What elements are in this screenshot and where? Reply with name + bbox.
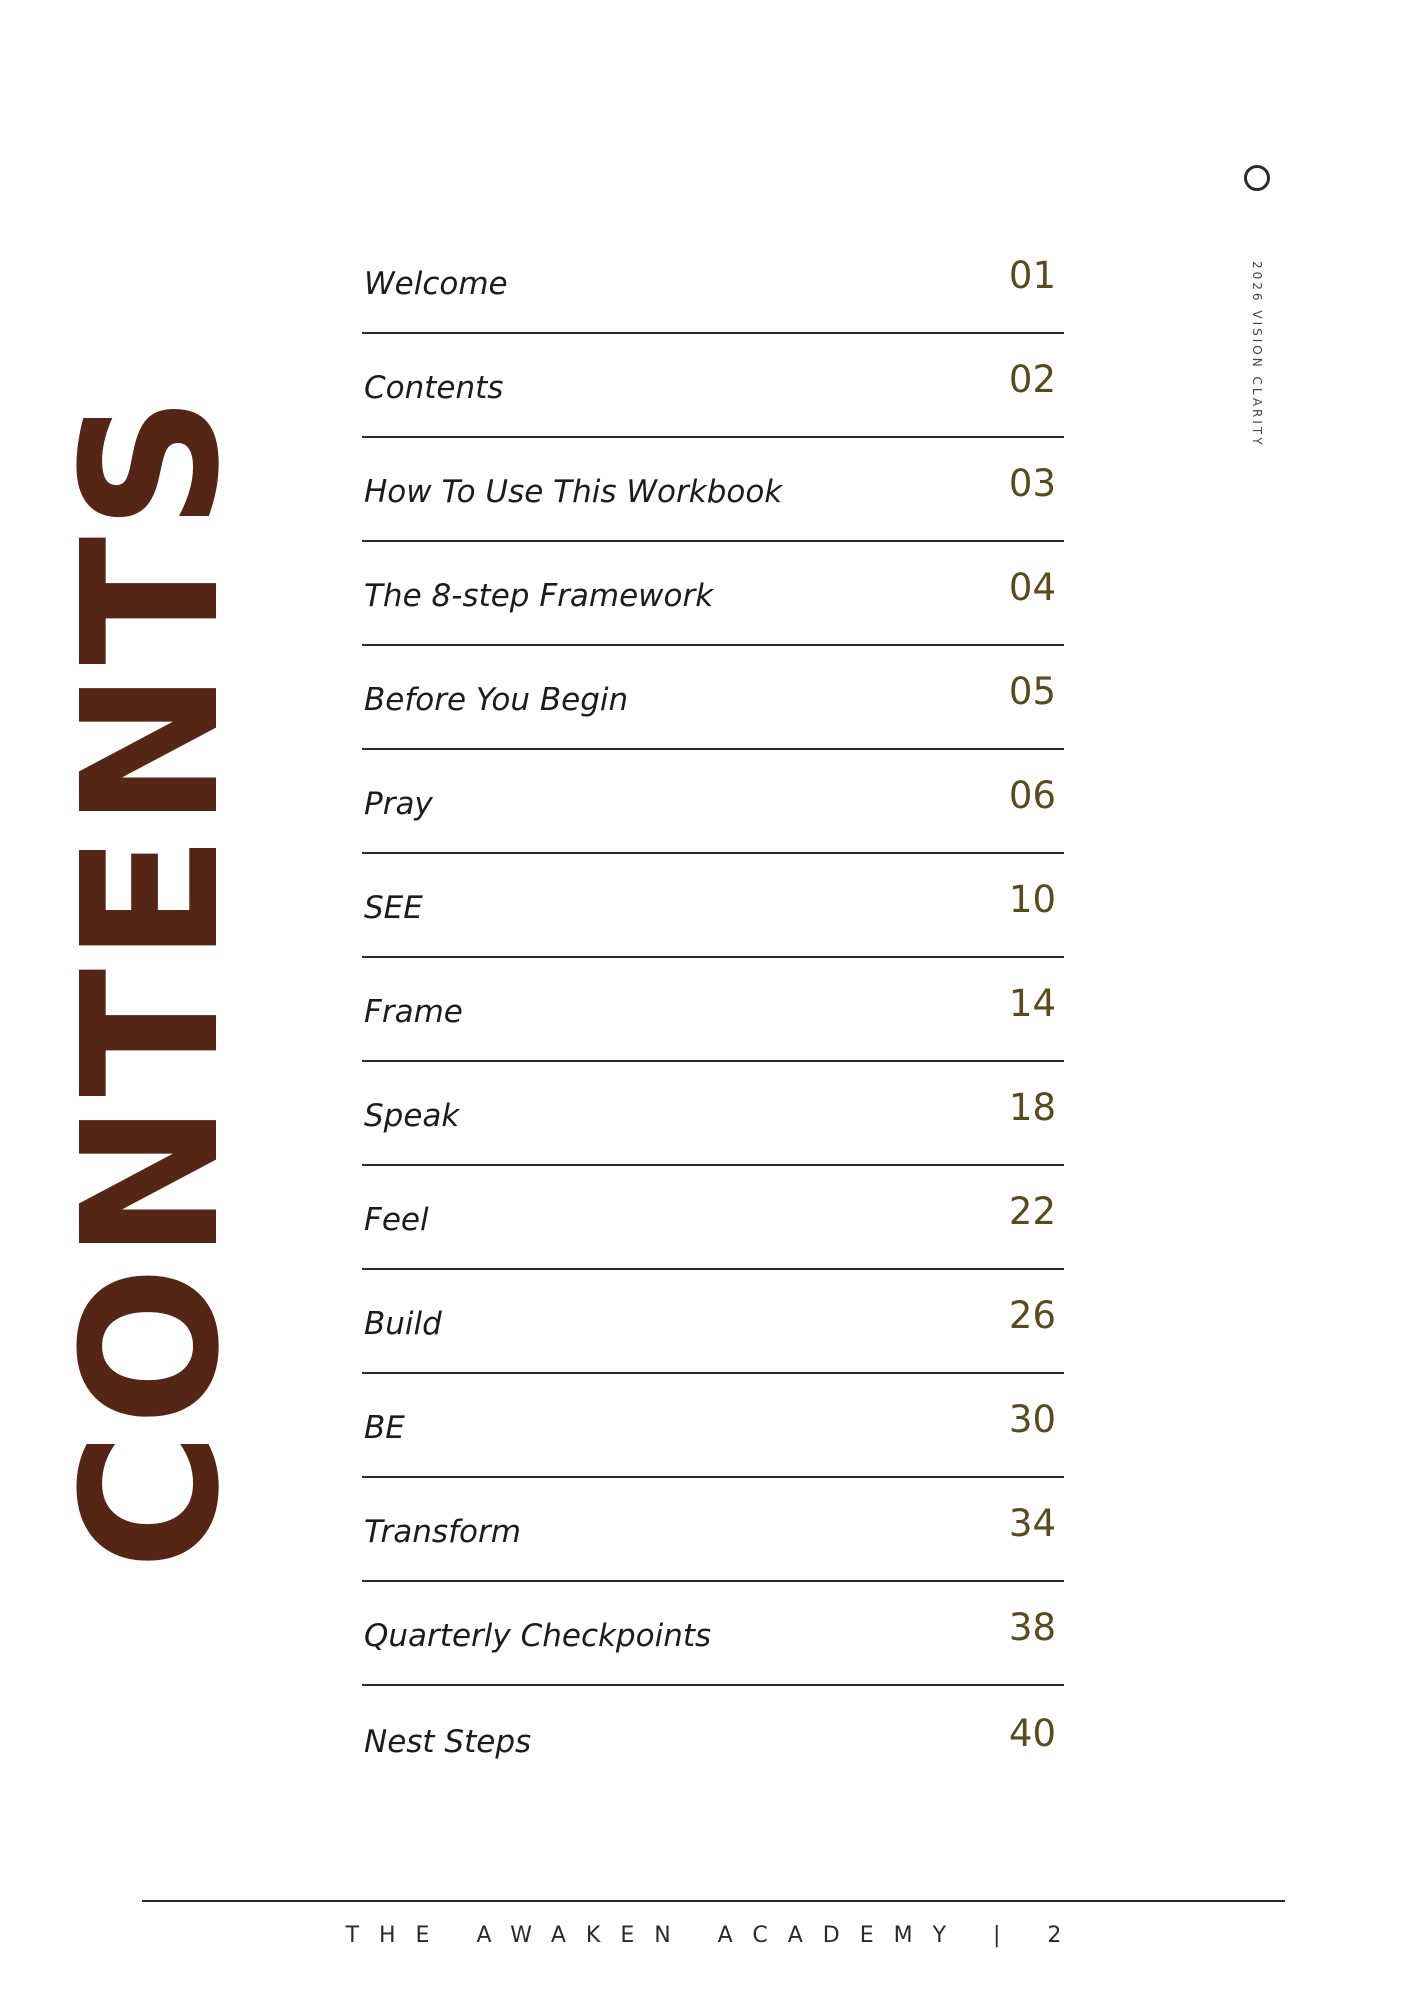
toc-entry-label: BE: [364, 1410, 405, 1446]
footer-divider: [142, 1900, 1285, 1902]
toc-entry-label: How To Use This Workbook: [364, 474, 783, 510]
toc-entry-label: Before You Begin: [364, 682, 629, 718]
toc-entry-label: Build: [364, 1306, 442, 1342]
toc-entry-label: Contents: [364, 370, 504, 406]
toc-entry-how-to-use[interactable]: [362, 438, 1064, 542]
toc-entry-page: 05: [1008, 670, 1056, 713]
table-of-contents: [362, 230, 1064, 1790]
toc-entry-framework[interactable]: [362, 542, 1064, 646]
toc-entry-page: 06: [1008, 774, 1056, 817]
toc-entry-feel[interactable]: [362, 1166, 1064, 1270]
toc-entry-page: 30: [1008, 1398, 1056, 1441]
toc-entry-welcome[interactable]: [362, 230, 1064, 334]
toc-entry-label: The 8-step Framework: [364, 578, 714, 614]
toc-entry-before-you-begin[interactable]: [362, 646, 1064, 750]
toc-entry-label: Nest Steps: [364, 1724, 532, 1760]
toc-entry-label: Welcome: [364, 266, 508, 302]
toc-entry-page: 01: [1008, 254, 1056, 297]
toc-entry-build[interactable]: [362, 1270, 1064, 1374]
toc-entry-page: 34: [1008, 1502, 1056, 1545]
toc-entry-page: 03: [1008, 462, 1056, 505]
toc-entry-page: 02: [1008, 358, 1056, 401]
toc-entry-label: Transform: [364, 1514, 521, 1550]
toc-entry-label: Frame: [364, 994, 463, 1030]
toc-entry-label: Quarterly Checkpoints: [364, 1618, 712, 1654]
toc-entry-page: 10: [1008, 878, 1056, 921]
page-title: CONTENTS: [42, 389, 261, 1570]
toc-entry-contents[interactable]: [362, 334, 1064, 438]
circle-icon: [1244, 165, 1270, 191]
toc-entry-page: 18: [1008, 1086, 1056, 1129]
toc-entry-see[interactable]: [362, 854, 1064, 958]
toc-entry-page: 14: [1008, 982, 1056, 1025]
toc-entry-quarterly-checkpoints[interactable]: [362, 1582, 1064, 1686]
toc-entry-page: 26: [1008, 1294, 1056, 1337]
toc-entry-nest-steps[interactable]: [362, 1686, 1064, 1790]
toc-entry-be[interactable]: [362, 1374, 1064, 1478]
toc-entry-frame[interactable]: [362, 958, 1064, 1062]
toc-entry-pray[interactable]: [362, 750, 1064, 854]
toc-entry-label: SEE: [364, 890, 423, 926]
toc-entry-label: Speak: [364, 1098, 460, 1134]
toc-entry-page: 38: [1008, 1606, 1056, 1649]
toc-entry-label: Feel: [364, 1202, 429, 1238]
side-label: 2026 VISION CLARITY: [1250, 261, 1264, 448]
toc-entry-page: 22: [1008, 1190, 1056, 1233]
footer-text: THE AWAKEN ACADEMY | 2: [345, 1923, 1082, 1948]
toc-entry-speak[interactable]: [362, 1062, 1064, 1166]
toc-entry-label: Pray: [364, 786, 433, 822]
toc-entry-transform[interactable]: [362, 1478, 1064, 1582]
toc-entry-page: 40: [1008, 1712, 1056, 1755]
toc-entry-page: 04: [1008, 566, 1056, 609]
